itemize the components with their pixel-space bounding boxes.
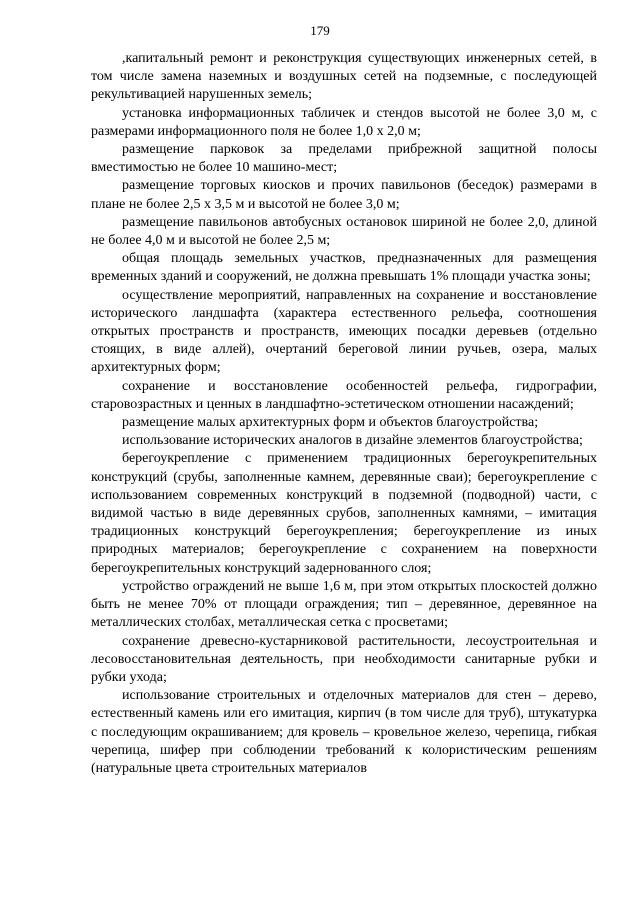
paragraph-8: сохранение и восстановление особенностей рельефа, гидрографии, старовозрастных и ценных в ландшафтно-эстетическом отношении насаждений; [91,378,597,412]
paragraph-1: ,капитальный ремонт и реконструкция существующих инженерных сетей, в том числе замена наземных и воздушных сетей на подземные, с последующей рекультивацией нарушенных земель; [91,51,597,103]
paragraph-14: использование строительных и отделочных материалов для стен – дерево, естественный камень или его имитация, кирпич (в том числе для труб), штукатурка с последующим окрашиванием; для кровель – кровельное железо, черепица, гибкая черепица, шифер при соблюдении требований к колористическим решениям (натуральные цвета строительных материалов [91,688,597,776]
paragraph-5: размещение павильонов автобусных остановок шириной не более 2,0, длиной не более 4,0 м и высотой не более 2,5 м; [91,214,597,249]
paragraph-7: осуществление мероприятий, направленных на сохранение и восстановление исторического ландшафта (характера естественного рельефа, соотношения открытых пространств и пространств, имеющих посадки деревьев (отдельно стоящих, в виде аллей), очертаний береговой линии ручьев, озера, малых архитектурных форм; [91,287,597,376]
paragraph-11: берегоукрепление с применением традиционных берегоукрепительных конструкций (срубы, заполненные камнем, деревянные сваи); берегоукрепление с использованием современных конструкций в подземной (подводной) части, с видимой частью в виде деревянных срубов, заполненных камнями, – имитация традиционных конструкций берегоукрепления; берегоукрепление из иных природных материалов; берегоукрепление с сохранением на поверхности берегоукрепительных конструкций задернованного слоя; [91,451,597,576]
paragraph-6: общая площадь земельных участков, предназначенных для размещения временных зданий и сооружений, не должна превышать 1% площади участка зоны; [91,251,597,285]
page-number: 179 [310,23,330,38]
paragraph-4: размещение торговых киосков и прочих павильонов (беседок) размерами в плане не более 2,5 х 3,5 м и высотой не более 3,0 м; [91,178,597,212]
paragraph-9: размещение малых архитектурных форм и объектов благоустройства; [122,415,539,431]
page-body [91,50,597,778]
paragraph-2: установка информационных табличек и стендов высотой не более 3,0 м, с размерами информационного поля не более 1,0 х 2,0 м; [91,105,597,139]
paragraph-10: использование исторических аналогов в дизайне элементов благоустройства; [122,433,583,449]
paragraph-3: размещение парковок за пределами прибрежной защитной полосы вместимостью не более 10 машино-мест; [91,142,597,176]
paragraph-12: устройство ограждений не выше 1,6 м, при этом открытых плоскостей должно быть не менее 70% от площади ограждения; тип – деревянное, деревянное на металлических столбах, металлическая сетка с просветами; [91,578,597,631]
paragraph-13: сохранение древесно-кустарниковой растительности, лесоустроительная и лесовосстановительная деятельность, при необходимости санитарные рубки и рубки ухода; [91,633,597,685]
